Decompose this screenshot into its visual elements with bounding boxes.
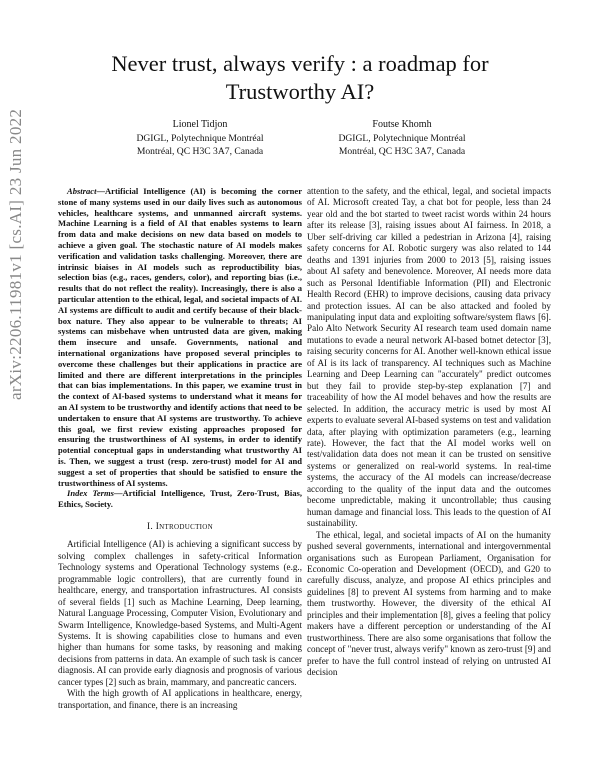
left-column bbox=[58, 186, 302, 711]
abstract bbox=[58, 186, 302, 488]
index-terms bbox=[58, 488, 302, 510]
author-affiliation: DGIGL, Polytechnique Montréal bbox=[338, 132, 466, 144]
author-address: Montréal, QC H3C 3A7, Canada bbox=[338, 146, 466, 157]
abstract-label: Abstract bbox=[67, 186, 97, 196]
index-terms-label: Index Terms bbox=[67, 488, 114, 499]
arxiv-identifier[interactable]: arXiv:2206.11981v1 [cs.AI] 23 Jun 2022 bbox=[6, 108, 25, 400]
index-terms-text: —Artificial Intelligence, Trust, Zero-Trust, Bias, Ethics, Society. bbox=[58, 488, 302, 510]
right-column bbox=[307, 186, 551, 678]
section-heading: I. Introduction bbox=[147, 521, 213, 532]
body-paragraph: With the high growth of AI applications in healthcare, energy, transportation, and finance, there is an increasing bbox=[58, 688, 302, 710]
body-paragraph: Artificial Intelligence (AI) is achieving a significant success by solving complex challenges in safety-critical Information Technology systems and Operational Technology systems (e.g., programmable logic controllers), that are currently found in healthcare, energy, and transportation infrastructures. AI consists of several fields [1] such as Machine Learning, Deep learning, Natural Language Processing, Computer Vision, Evolutionary and Swarm Intelligence, Knowledge-based Systems, and Multi-Agent Systems. It is showing capabilities close to humans and even higher than humans for some tasks, by reasoning and making decisions from patterns in data. An example of such task is cancer diagnosis. AI can provide early diagnosis and prognosis of various cancer types [2] such as brain, mammary, and pancreatic cancers. bbox=[58, 539, 302, 687]
paper-title bbox=[60, 50, 540, 106]
paper-title-line-2: Trustworthy AI? bbox=[225, 79, 375, 104]
body-paragraph: The ethical, legal, and societal impacts of AI on the humanity pushed several governments, international and intergovernmental organisations such as European Parliament, Organisation for Economic Co-operation and Development (OECD), and G20 to carefully discuss, analyze, and propose AI ethics principles and guidelines [8] to prevent AI systems from harming and to make them trustworthy. However, the diversity of the ethical AI principles and their implementation [8], gives a feeling that policy makers have a different perception or understanding of the AI trustworthiness. There are also some organisations that follow the concept of "never trust, always verify" known as zero-trust [9] and prefer to have the full control instead of relying on untrusted AI decision bbox=[307, 529, 551, 678]
author-address: Montréal, QC H3C 3A7, Canada bbox=[136, 146, 264, 157]
author-block-1 bbox=[85, 118, 315, 159]
abstract-text: —Artificial Intelligence (AI) is becoming the corner stone of many systems used in our daily lives such as autonomous vehicles, healthcare systems, and unmanned aircraft systems. Machine Learning is a field of AI that enables systems to learn from data and make decisions on new data based on models to achieve a given goal. The stochastic nature of AI models makes verification and validation tasks challenging. Moreover, there are intrinsic biaises in AI models such as reproductibility bias, selection bias (e.g., races, genders, color), and reporting bias (i.e., results that do not reflect the reality). Increasingly, there is also a particular attention to the ethical, legal, and societal impacts of AI. AI systems are difficult to audit and certify because of their black-box nature. They also appear to be vulnerable to threats; AI systems can misbehave when untrusted data are given, making them insecure and unsafe. Governments, national and international organizations have proposed several principles to overcome these challenges but their applications in practice are limited and there are different interpretations in the principles that can bias implementations. In this paper, we examine trust in the context of AI-based systems to understand what it means for an AI system to be trustworthy and identify actions that need to be undertaken to ensure that AI systems are trustworthy. To achieve this goal, we first review existing approaches proposed for ensuring the trustworthiness of AI systems, in order to identify potential conceptual gaps in understanding what trustworthy AI is. Then, we suggest a trust (resp. zero-trust) model for AI and suggest a set of properties that should be satisfied to ensure the trustworthiness of AI systems. bbox=[58, 186, 302, 488]
author-name: Foutse Khomh bbox=[372, 119, 432, 130]
paper-title-line-1: Never trust, always verify : a roadmap for bbox=[111, 51, 489, 76]
author-block-2 bbox=[287, 118, 517, 159]
author-name: Lionel Tidjon bbox=[172, 119, 228, 130]
body-paragraph: attention to the safety, and the ethical, legal, and societal impacts of AI. Microsoft created Tay, a chat bot for people, less than 24 year old and the bot started to tweet racist words within 24 hours after its release [3], raising issues about AI fairness. In 2018, a Uber self-driving car killed a pedestrian in Arizona [4], raising safety concerns for AI. Robotic surgery was also related to 144 deaths and 1391 injuries from 2000 to 2013 [5], raising issues about AI safety and benevolence. Moreover, AI needs more data such as Personal Identifiable Information (PII) and Electronic Health Record (EHR) to improve decisions, causing data privacy and protection issues. AI can be also attacked and fooled by manipulating input data and exploiting software/system flaws [6]. Palo Alto Network Security AI research team used domain name mutations to evade a neural network AI-based botnet detector [3], raising security concerns for AI. Another well-known ethical issue of AI is its lack of transparency. AI techniques such as Machine Learning and Deep Learning can "accurately" predict outcomes but they fail to provide step-by-step explanation [7] and traceability of how the AI model behaves and how the results are selected. In addition, the accuracy metric is used by most AI experts to evaluate several AI-based systems on test and validation data, after playing with optimization parameters (e.g., learning rate). However, the fact that the AI model works well on test/validation data does not mean it can be trusted on sensitive systems or generalized on real-world systems. In real-time systems, the accuracy of the AI models can increase/decrease according to the quality of the input data and the outcomes become unpredictable, making it uncontrollable; thus causing human damage and financial loss. This leads to the question of AI sustainability. bbox=[307, 186, 551, 529]
author-affiliation: DGIGL, Polytechnique Montréal bbox=[136, 132, 264, 144]
